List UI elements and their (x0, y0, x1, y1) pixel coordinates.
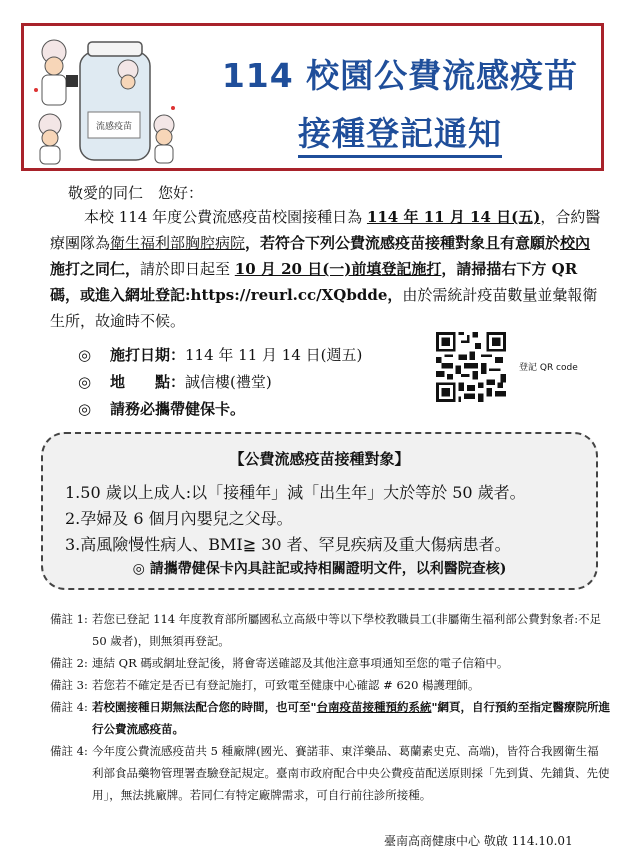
header-banner (21, 23, 604, 171)
eligibility-item: 2.孕婦及 6 個月內嬰兒之父母。 (65, 509, 293, 528)
eligibility-note: ◎ 請攜帶健保卡內具註記或持相關證明文件，以利醫院查核) (132, 561, 507, 577)
detail-health-card: ◎ 請務必攜帶健保卡。 (78, 400, 246, 418)
nurse-right-icon (154, 115, 174, 163)
note-4: 備註 4: 若校園接種日期無法配合您的時間，也可至"台南疫苗接種預約系統"網頁，自行預約至指定醫療院所進行公費流感疫苗。 (50, 700, 610, 736)
detail-date: ◎ 施打日期：114 年 11 月 14 日(週五) (78, 346, 363, 364)
eligibility-item: 3.高風險慢性病人、BMI≧ 30 者、罕見疾病及重大傷病患者。 (65, 535, 511, 554)
qr-label: 登記 QR code (519, 363, 578, 373)
signature: 臺南高商健康中心 敬啟 114.10.01 (384, 834, 573, 848)
page-subtitle: 接種登記通知 (210, 108, 590, 155)
detail-location: ◎ 地 點：誠信樓(禮堂) (78, 373, 272, 391)
page-title: 114 校園公費流感疫苗 (221, 56, 579, 95)
note-5: 備註 4: 今年度公費流感疫苗共 5 種廠牌(國光、賽諾菲、東洋藥品、葛蘭素史克、高端)，皆符合我國衛生福利部食品藥物管理署查驗登記規定。臺南市政府配合中央公費疫苗配送原則採「先到貨、先鋪貨、先使用」，無法挑廠牌。若同仁有特定廠牌需求，可自行前往診所接種。 (50, 744, 610, 802)
eligibility-item: 1.50 歲以上成人:以「接種年」減「出生年」大於等於 50 歲者。 (65, 483, 526, 502)
nurse-bottom-left-icon (39, 114, 61, 164)
qr-code[interactable] (436, 332, 506, 402)
eligibility-title: 【公費流感疫苗接種對象】 (229, 450, 410, 468)
nurse-left-icon (42, 40, 78, 105)
nurse-top-right-icon (118, 60, 138, 89)
note-2: 備註 2: 連結 QR 碼或網址登記後，將會寄送確認及其他注意事項通知至您的電子信箱中。 (50, 656, 509, 670)
eligibility-box (41, 432, 598, 590)
note-3: 備註 3: 若您若不確定是否已有登記施打，可致電至健康中心確認 # 620 楊護理師。 (50, 678, 480, 692)
vaccine-illustration (28, 30, 178, 168)
greeting: 敬愛的同仁 您好： (68, 184, 204, 202)
vaccine-booking-link[interactable]: 台南疫苗接種預約系統 (316, 700, 432, 714)
intro-paragraph: 本校 114 年度公費流感疫苗校園接種日為 114 年 11 月 14 日(五)，合約醫療團隊為衛生福利部胸腔病院，若符合下列公費流感疫苗接種對象且有意願於校內施打之同仁，請於即日起至 10 月 20 日(一)前填登記施打，請掃描右下方 QR 碼，或進入網址登記:https://reurl.cc/XQbdde，由於需統計疫苗數量並彙報衛生所，故逾時不候。 (50, 208, 601, 330)
jar-label: 流感疫苗 (95, 122, 133, 132)
note-1: 備註 1: 若您已登記 114 年度教育部所屬國私立高級中等以下學校教職員工(非屬衛生福利部公費對象者:不足 50 歲者)，則無須再登記。 (50, 612, 602, 648)
